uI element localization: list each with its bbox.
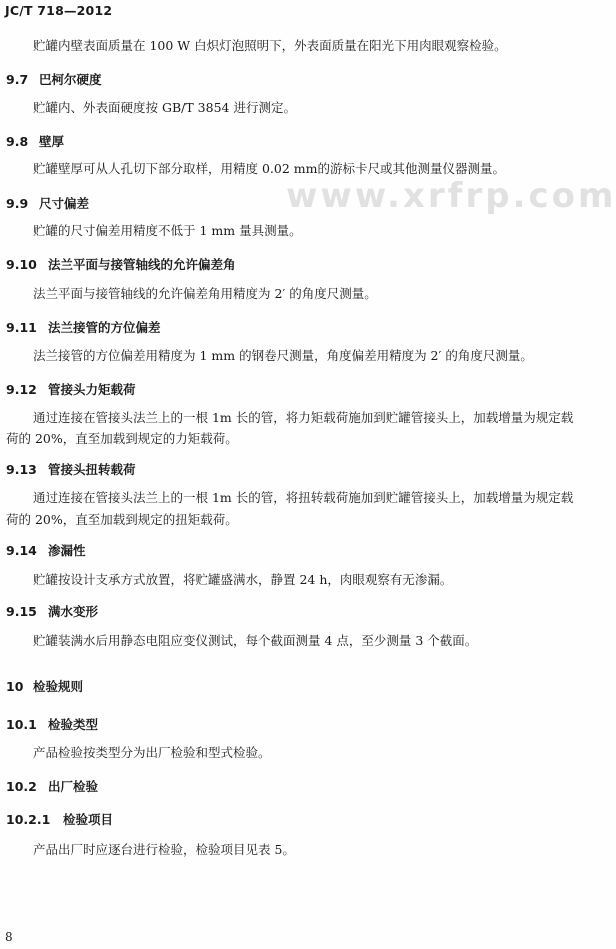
section-heading-10-2-1 xyxy=(6,810,113,828)
section-title: 检验类型 xyxy=(48,717,99,732)
section-title: 法兰接管的方位偏差 xyxy=(48,320,161,335)
paragraph-surface-quality: 贮罐内壁表面质量在 100 W 白炽灯泡照明下，外表面质量在阳光下用肉眼观察检验。 xyxy=(33,38,507,53)
section-number: 9.10 xyxy=(6,257,37,272)
section-heading-9-11 xyxy=(6,318,161,336)
section-heading-10-1 xyxy=(6,715,98,733)
section-number: 9.11 xyxy=(6,320,37,335)
section-title: 管接头扭转载荷 xyxy=(48,462,136,477)
section-title: 法兰平面与接管轴线的允许偏差角 xyxy=(48,257,236,272)
section-number: 9.8 xyxy=(6,134,29,149)
chapter-heading-10 xyxy=(6,677,83,695)
paragraph-wall-thickness: 贮罐壁厚可从人孔切下部分取样，用精度 0.02 mm的游标卡尺或其他测量仪器测量。 xyxy=(33,161,505,176)
paragraph-dimension-deviation: 贮罐的尺寸偏差用精度不低于 1 mm 量具测量。 xyxy=(33,223,302,238)
paragraph-inspection-items: 产品出厂时应逐台进行检验，检验项目见表 5。 xyxy=(33,842,295,857)
chapter-number: 10 xyxy=(6,679,24,694)
section-heading-9-9 xyxy=(6,194,89,212)
section-title: 检验项目 xyxy=(63,812,114,827)
section-title: 渗漏性 xyxy=(48,543,86,558)
section-heading-9-14 xyxy=(6,541,86,559)
section-number: 9.7 xyxy=(6,72,29,87)
section-title: 壁厚 xyxy=(39,134,65,149)
paragraph-barcol-hardness: 贮罐内、外表面硬度按 GB/T 3854 进行测定。 xyxy=(33,100,296,115)
paragraph-flange-angle: 法兰平面与接管轴线的允许偏差角用精度为 2′ 的角度尺测量。 xyxy=(33,286,377,301)
section-number: 10.1 xyxy=(6,717,37,732)
paragraph-inspection-types: 产品检验按类型分为出厂检验和型式检验。 xyxy=(33,745,271,760)
section-heading-9-13 xyxy=(6,460,136,478)
paragraph-full-water-deformation: 贮罐装满水后用静态电阻应变仪测试，每个截面测量 4 点，至少测量 3 个截面。 xyxy=(33,633,478,648)
section-heading-9-7 xyxy=(6,70,102,88)
section-title: 尺寸偏差 xyxy=(39,196,90,211)
section-title: 满水变形 xyxy=(48,604,99,619)
section-number: 9.14 xyxy=(6,543,37,558)
section-number: 9.9 xyxy=(6,196,29,211)
section-number: 10.2 xyxy=(6,779,37,794)
section-number: 9.15 xyxy=(6,604,37,619)
paragraph-moment-load-line1: 通过连接在管接头法兰上的一根 1m 长的管，将力矩载荷施加到贮罐管接头上，加载增量为规定载 xyxy=(33,410,574,425)
section-title: 管接头力矩载荷 xyxy=(48,382,136,397)
section-title: 出厂检验 xyxy=(48,779,99,794)
section-heading-9-12 xyxy=(6,380,136,398)
section-heading-9-15 xyxy=(6,602,98,620)
paragraph-moment-load-line2: 荷的 20%，直至加载到规定的力矩载荷。 xyxy=(6,431,238,446)
paragraph-flange-orientation: 法兰接管的方位偏差用精度为 1 mm 的钢卷尺测量，角度偏差用精度为 2′ 的角度尺测量。 xyxy=(33,348,533,363)
section-number: 9.13 xyxy=(6,462,37,477)
watermark: www.xrfrp.com xyxy=(286,176,616,216)
section-number: 9.12 xyxy=(6,382,37,397)
chapter-title: 检验规则 xyxy=(33,679,84,694)
section-title: 巴柯尔硬度 xyxy=(39,72,102,87)
paragraph-leakage: 贮罐按设计支承方式放置，将贮罐盛满水，静置 24 h，肉眼观察有无渗漏。 xyxy=(33,572,453,587)
section-heading-9-8 xyxy=(6,132,64,150)
section-heading-10-2 xyxy=(6,777,98,795)
section-number: 10.2.1 xyxy=(6,812,51,827)
paragraph-torsion-load-line2: 荷的 20%，直至加载到规定的扭矩载荷。 xyxy=(6,512,238,527)
standard-code-header: JC/T 718—2012 xyxy=(5,3,113,18)
section-heading-9-10 xyxy=(6,255,236,273)
page-number: 8 xyxy=(5,930,13,944)
paragraph-torsion-load-line1: 通过连接在管接头法兰上的一根 1m 长的管，将扭转载荷施加到贮罐管接头上，加载增量为规定载 xyxy=(33,490,574,505)
